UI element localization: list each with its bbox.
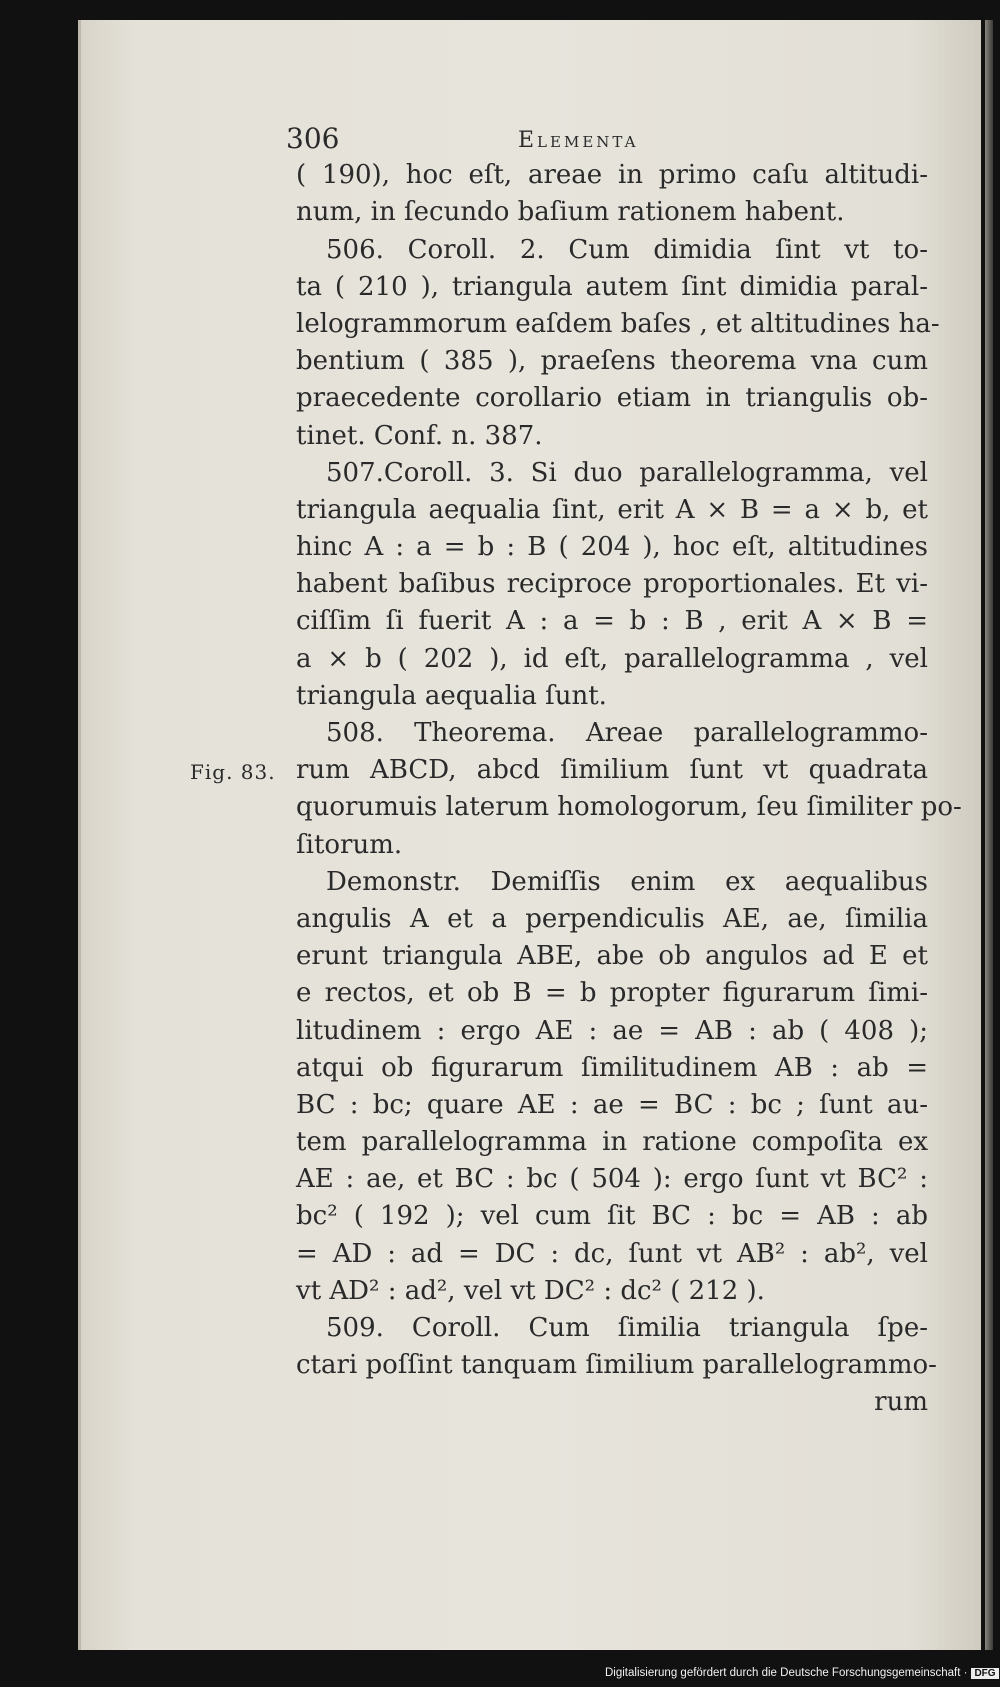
text-line: = AD : ad = DC : dc, ſunt vt AB² : ab², vel xyxy=(296,1238,928,1269)
text-line: praecedente corollario etiam in triangulis ob- xyxy=(296,383,928,414)
text-line: erunt triangula ABE, abe ob angulos ad E et xyxy=(296,941,928,972)
text-line: AE : ae, et BC : bc ( 504 ): ergo ſunt vt BC² : xyxy=(296,1164,928,1195)
text-line: 507.Coroll. 3. Si duo parallelogramma, vel xyxy=(326,457,928,488)
text-line: triangula aequalia ſunt. xyxy=(296,680,607,711)
page-number: 306 xyxy=(286,122,340,155)
text-line: ta ( 210 ), triangula autem ſint dimidia paral- xyxy=(296,271,928,302)
figure-reference: Fig. 83. xyxy=(190,760,276,784)
text-line: quorumuis laterum homologorum, ſeu ſimiliter po- xyxy=(296,792,962,823)
text-line: triangula aequalia ſint, erit A × B = a × b, et xyxy=(296,494,928,525)
text-line: bc² ( 192 ); vel cum ſit BC : bc = AB : ab xyxy=(296,1201,928,1232)
text-line: litudinem : ergo AE : ae = AB : ab ( 408 ); xyxy=(296,1015,928,1046)
text-line: ſitorum. xyxy=(296,829,403,860)
text-line: atqui ob figurarum ſimilitudinem AB : ab = xyxy=(296,1052,928,1083)
text-line: a × b ( 202 ), id eſt, parallelogramma , vel xyxy=(296,643,928,674)
text-line: Demonstr. Demiſſis enim ex aequalibus xyxy=(326,866,928,897)
text-line: angulis A et a perpendiculis AE, ae, ſimilia xyxy=(296,903,928,934)
page-text xyxy=(286,120,962,1422)
text-line: ( 190), hoc eſt, areae in primo caſu altitudi- xyxy=(296,160,928,191)
text-line: ctari poſſint tanquam ſimilium parallelogrammo- xyxy=(296,1350,937,1381)
text-line: BC : bc; quare AE : ae = BC : bc ; ſunt au- xyxy=(296,1089,928,1120)
text-line: e rectos, et ob B = b propter figurarum ſimi- xyxy=(296,978,928,1009)
text-line: 508. Theorema. Areae parallelogrammo- xyxy=(326,718,928,748)
text-line: tinet. Conf. n. 387. xyxy=(296,420,543,451)
text-line: 506. Coroll. 2. Cum dimidia ſint vt to- xyxy=(326,234,928,265)
text-lines xyxy=(296,157,962,1421)
text-line: hinc A : a = b : B ( 204 ), hoc eſt, altitudines xyxy=(296,532,928,563)
text-line: rum ABCD, abcd ſimilium ſunt vt quadrata xyxy=(296,755,928,786)
text-line: habent baſibus reciproce proportionales. Et vi- xyxy=(296,569,928,600)
text-line: num, in ſecundo baſium rationem habent. xyxy=(296,197,845,228)
text-line: 509. Coroll. Cum ſimilia triangula ſpe- xyxy=(326,1313,928,1343)
text-line: rum xyxy=(874,1387,928,1418)
digitization-credit xyxy=(605,1667,999,1679)
page-edge xyxy=(985,20,993,1650)
text-line: lelogrammorum eaſdem baſes , et altitudines ha- xyxy=(296,308,940,339)
text-line: bentium ( 385 ), praeſens theorema vna cum xyxy=(296,346,928,377)
text-line: vt AD² : ad², vel vt DC² : dc² ( 212 ). xyxy=(296,1275,765,1306)
text-line: ciſſim ſi fuerit A : a = b : B , erit A × B = xyxy=(296,606,928,637)
running-head: Elementa xyxy=(518,128,639,153)
text-line: tem parallelogramma in ratione compoſita ex xyxy=(296,1127,928,1158)
credit-text: Digitalisierung gefördert durch die Deutsche Forschungsgemeinschaft · xyxy=(605,1667,968,1679)
page-header xyxy=(286,120,928,157)
dfg-logo: DFG xyxy=(971,1668,998,1679)
